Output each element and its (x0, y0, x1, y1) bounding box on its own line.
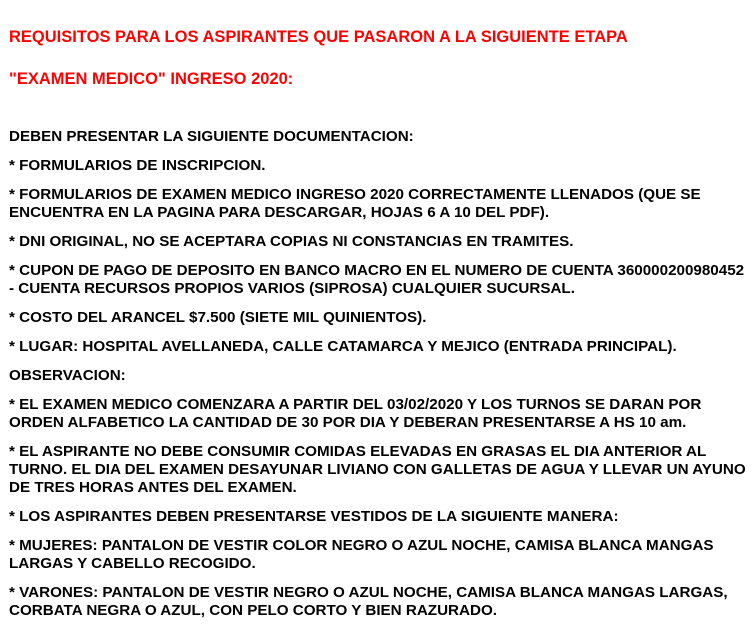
document-title (9, 6, 749, 90)
requirement-item-forms: * FORMULARIOS DE INSCRIPCION. (9, 157, 266, 174)
requirement-item-medical-forms: * FORMULARIOS DE EXAMEN MEDICO INGRESO 2020 CORRECTAMENTE LLENADOS (QUE SE ENCUENTRA EN LA PAGINA PARA DESCARGAR, HOJAS 6 A 10 DEL PDF). (9, 186, 701, 221)
observation-item-schedule: * EL EXAMEN MEDICO COMENZARA A PARTIR DEL 03/02/2020 Y LOS TURNOS SE DARAN POR ORDEN ALFABETICO LA CANTIDAD DE 30 POR DIA Y DEBERAN PRESENTARSE A HS 10 am. (9, 396, 702, 431)
observation-heading: OBSERVACION: (9, 367, 126, 384)
documentation-heading: DEBEN PRESENTAR LA SIGUIENTE DOCUMENTACION: (9, 128, 414, 145)
requirement-item-dni: * DNI ORIGINAL, NO SE ACEPTARA COPIAS NI CONSTANCIAS EN TRAMITES. (9, 233, 574, 250)
title-line-2: "EXAMEN MEDICO" INGRESO 2020: (9, 70, 294, 88)
observation-item-women: * MUJERES: PANTALON DE VESTIR COLOR NEGRO O AZUL NOCHE, CAMISA BLANCA MANGAS LARGAS Y CABELLO RECOGIDO. (9, 537, 714, 572)
requirement-item-cost: * COSTO DEL ARANCEL $7.500 (SIETE MIL QUINIENTOS). (9, 309, 427, 326)
document-page (9, 6, 749, 631)
observation-item-men: * VARONES: PANTALON DE VESTIR NEGRO O AZUL NOCHE, CAMISA BLANCA MANGAS LARGAS, CORBATA NEGRA O AZUL, CON PELO CORTO Y BIEN RAZURADO. (9, 584, 728, 619)
requirement-item-payment: * CUPON DE PAGO DE DEPOSITO EN BANCO MACRO EN EL NUMERO DE CUENTA 360000200980452 - CUENTA RECURSOS PROPIOS VARIOS (SIPROSA) CUALQUIER SUCURSAL. (9, 262, 745, 297)
title-line-1: REQUISITOS PARA LOS ASPIRANTES QUE PASARON A LA SIGUIENTE ETAPA (9, 28, 628, 46)
requirement-item-location: * LUGAR: HOSPITAL AVELLANEDA, CALLE CATAMARCA Y MEJICO (ENTRADA PRINCIPAL). (9, 338, 677, 355)
observation-item-dress-code: * LOS ASPIRANTES DEBEN PRESENTARSE VESTIDOS DE LA SIGUIENTE MANERA: (9, 508, 619, 525)
spacer (9, 90, 749, 128)
observation-item-fasting: * EL ASPIRANTE NO DEBE CONSUMIR COMIDAS ELEVADAS EN GRASAS EL DIA ANTERIOR AL TURNO. EL DIA DEL EXAMEN DESAYUNAR LIVIANO CON GALLETAS DE AGUA Y LLEVAR UN AYUNO DE TRES HORAS ANTES DEL EXAMEN. (9, 443, 746, 496)
